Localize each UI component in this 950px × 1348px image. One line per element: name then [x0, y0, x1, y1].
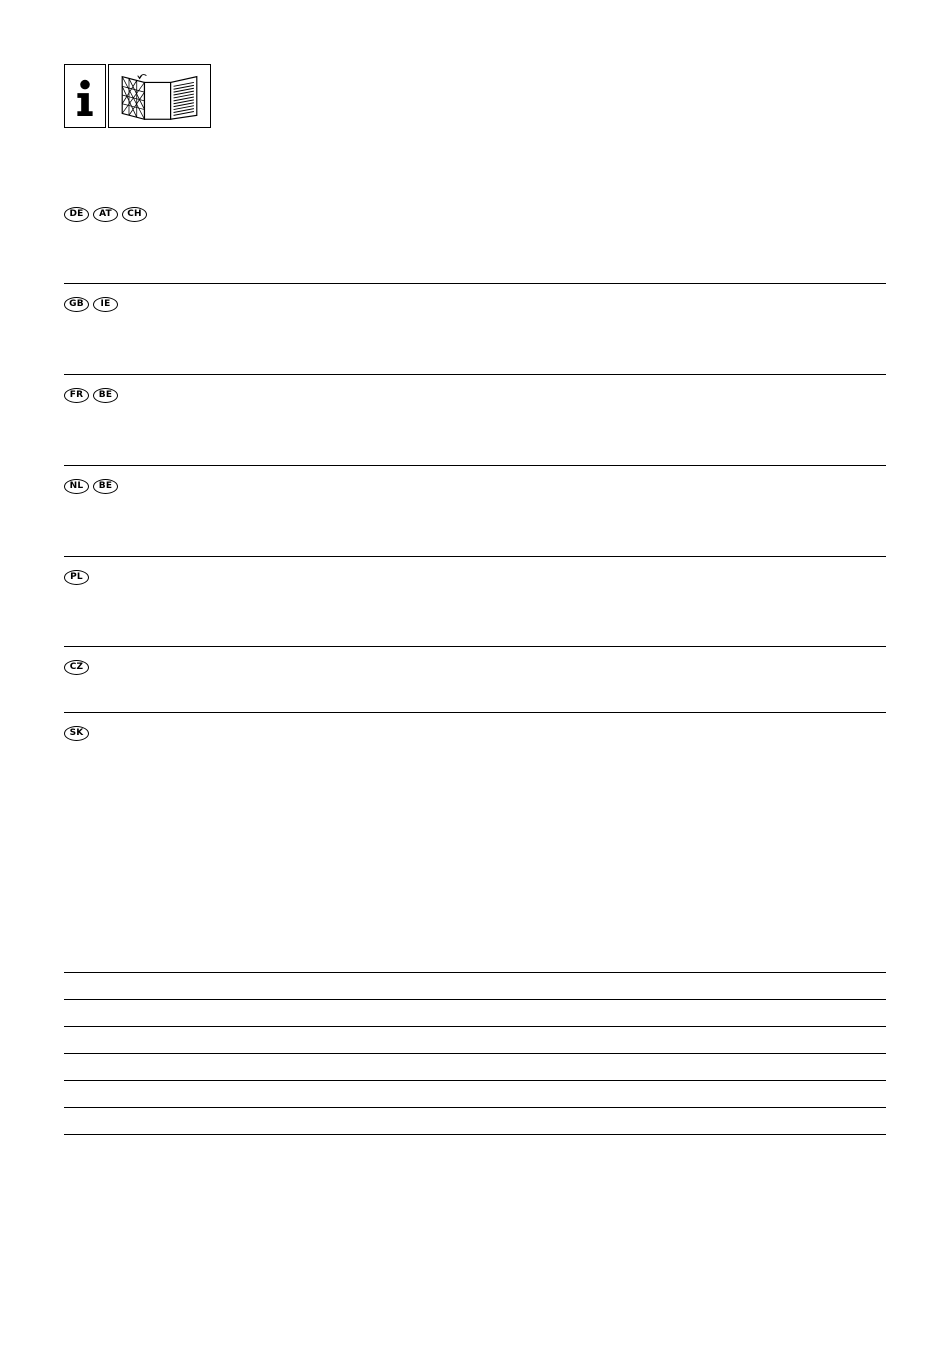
blank-line	[64, 1080, 886, 1081]
country-badge-at: AT	[93, 207, 118, 222]
country-badge-fr: FR	[64, 388, 89, 403]
blank-line	[64, 1026, 886, 1027]
blank-line	[64, 1107, 886, 1108]
info-icon	[64, 64, 106, 128]
country-badge-nl: NL	[64, 479, 89, 494]
foldout-page-icon	[108, 64, 211, 128]
blank-line	[64, 1053, 886, 1054]
country-badge-cz: CZ	[64, 660, 89, 675]
country-badge-de: DE	[64, 207, 89, 222]
language-section-gb-ie	[64, 283, 886, 374]
language-section-cz	[64, 646, 886, 712]
blank-line	[64, 1134, 886, 1135]
language-section-pl	[64, 556, 886, 646]
country-badge-sk: SK	[64, 726, 89, 741]
country-badge-pl: PL	[64, 570, 89, 585]
language-section-de-at-ch	[64, 205, 886, 283]
country-badge-be: BE	[93, 479, 118, 494]
blank-line	[64, 972, 886, 973]
language-section-nl-be	[64, 465, 886, 556]
blank-line	[64, 999, 886, 1000]
country-badge-gb: GB	[64, 297, 89, 312]
country-badge-ie: IE	[93, 297, 118, 312]
language-section-fr-be	[64, 374, 886, 465]
language-section-sk	[64, 712, 886, 912]
country-badge-ch: CH	[122, 207, 147, 222]
country-badge-be: BE	[93, 388, 118, 403]
